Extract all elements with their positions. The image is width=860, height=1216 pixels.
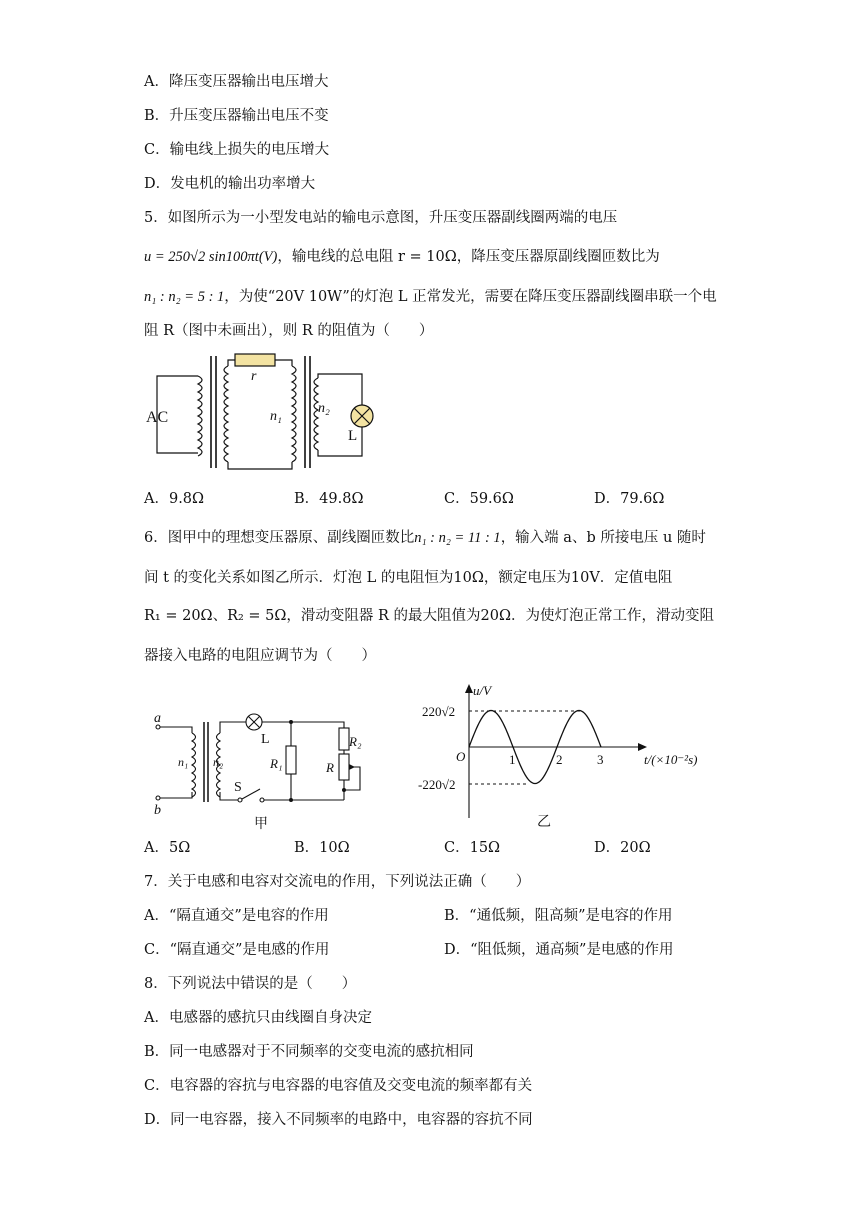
resistor-r1-icon <box>286 746 296 774</box>
q5-option-d: D．79.6Ω <box>594 491 665 507</box>
q5-voltage-formula: u = 250√2 sin100πt(V) <box>144 249 278 265</box>
rheostat-label: R <box>326 760 334 775</box>
q5-turns-ratio-formula: n₁ : n₂ = 5 : 1 <box>144 289 225 305</box>
q6-option-a: A．5Ω <box>144 840 191 856</box>
x-axis-arrow-icon <box>638 743 647 751</box>
switch-label: S <box>234 780 242 795</box>
q5-stem-line1: 5．如图所示为一小型发电站的输电示意图，升压变压器副线圈两端的电压 <box>144 210 618 226</box>
q5-transmission-diagram <box>140 348 380 478</box>
junction-dot <box>342 788 346 792</box>
figure-caption-yi: 乙 <box>537 815 551 830</box>
ac-label: AC <box>146 409 169 426</box>
terminal-a-label: a <box>154 711 161 726</box>
lamp-icon <box>246 714 262 730</box>
q5-stem-line3-rest: ，为使“20V 10W”的灯泡 L 正常发光，需要在降压变压器副线圈串联一个电 <box>224 289 717 305</box>
r2-label: R₂ <box>349 734 362 749</box>
q7-option-b: B．“通低频，阻高频”是电容的作用 <box>444 908 673 924</box>
q7-stem: 7．关于电感和电容对交流电的作用，下列说法正确（ ） <box>144 874 531 890</box>
q8-option-a: A．电感器的感抗只由线圈自身决定 <box>144 1010 372 1026</box>
y-axis-arrow-icon <box>465 684 473 693</box>
resistor-r-icon <box>235 354 275 366</box>
q5-stem-line3 <box>144 287 717 307</box>
y-tick-top: 220√2 <box>422 704 456 719</box>
q6-option-b: B．10Ω <box>294 840 350 856</box>
r1-label: R₁ <box>270 756 283 771</box>
n1-label: n₁ <box>178 755 189 769</box>
origin-label: O <box>456 749 466 764</box>
n2-label: n₂ <box>318 401 330 416</box>
q6-option-d: D．20Ω <box>594 840 651 856</box>
q4-option-b: B．升压变压器输出电压不变 <box>144 108 329 124</box>
q5-stem-line4: 阻 R（图中未画出），则 R 的阻值为（ ） <box>144 323 434 339</box>
x-tick-2: 2 <box>556 752 563 767</box>
q6-circuit-diagram <box>146 700 376 835</box>
q6-stem-line4: 器接入电路的电阻应调节为（ ） <box>144 648 376 664</box>
q6-option-c: C．15Ω <box>444 840 501 856</box>
q5-option-b: B．49.8Ω <box>294 491 364 507</box>
lamp-icon <box>351 405 373 427</box>
q4-option-a: A．降压变压器输出电压增大 <box>144 74 329 90</box>
resistor-r2-icon <box>339 728 349 750</box>
q7-option-c: C．“隔直通交”是电感的作用 <box>144 942 330 958</box>
q6-stem-line1 <box>144 528 706 548</box>
x-tick-3: 3 <box>597 752 604 767</box>
q6-stem-line1a: 6．图甲中的理想变压器原、副线圈匝数比 <box>144 530 415 546</box>
q8-stem: 8．下列说法中错误的是（ ） <box>144 976 357 992</box>
y-axis-label: u/V <box>473 683 492 698</box>
x-axis-label: t/(×10⁻²s) <box>644 752 698 767</box>
lamp-label: L <box>348 428 358 444</box>
y-tick-bottom: -220√2 <box>418 777 456 792</box>
x-tick-1: 1 <box>509 752 516 767</box>
figure-caption-jia: 甲 <box>254 817 268 832</box>
q7-option-d: D．“阻低频，通高频”是电感的作用 <box>444 942 674 958</box>
q8-option-d: D．同一电容器，接入不同频率的电路中，电容器的容抗不同 <box>144 1112 533 1128</box>
q6-turns-ratio-formula: n₁ : n₂ = 11 : 1 <box>414 530 501 546</box>
q5-stem-line2 <box>144 247 660 267</box>
q7-option-a: A．“隔直通交”是电容的作用 <box>144 908 329 924</box>
q6-stem-line2: 间 t 的变化关系如图乙所示．灯泡 L 的电阻恒为10Ω，额定电压为10V．定值电阻 <box>144 570 673 586</box>
junction-dot <box>289 720 293 724</box>
n2-label: n₂ <box>213 755 224 769</box>
q5-stem-line2-rest: ，输电线的总电阻 r = 10Ω，降压变压器原副线圈匝数比为 <box>277 249 660 265</box>
n1-label: n₁ <box>270 409 282 424</box>
q5-option-c: C．59.6Ω <box>444 491 514 507</box>
q4-option-d: D．发电机的输出功率增大 <box>144 176 316 192</box>
terminal-b-label: b <box>154 803 161 818</box>
lamp-label: L <box>261 732 270 747</box>
q8-option-b: B．同一电感器对于不同频率的交变电流的感抗相同 <box>144 1044 474 1060</box>
junction-dot <box>289 798 293 802</box>
q5-option-a: A．9.8Ω <box>144 491 205 507</box>
q6-stem-line3: R₁ = 20Ω、R₂ = 5Ω，滑动变阻器 R 的最大阻值为20Ω．为使灯泡正常工作，滑动变阻 <box>144 608 715 624</box>
q6-stem-line1b: ，输入端 a、b 所接电压 u 随时 <box>500 530 706 546</box>
rheostat-icon <box>339 754 349 780</box>
resistor-r-label: r <box>251 369 257 384</box>
q6-voltage-graph <box>416 680 726 830</box>
q8-option-c: C．电容器的容抗与电容器的电容值及交变电流的频率都有关 <box>144 1078 533 1094</box>
slider-arrow-icon <box>349 764 355 770</box>
q4-option-c: C．输电线上损失的电压增大 <box>144 142 330 158</box>
